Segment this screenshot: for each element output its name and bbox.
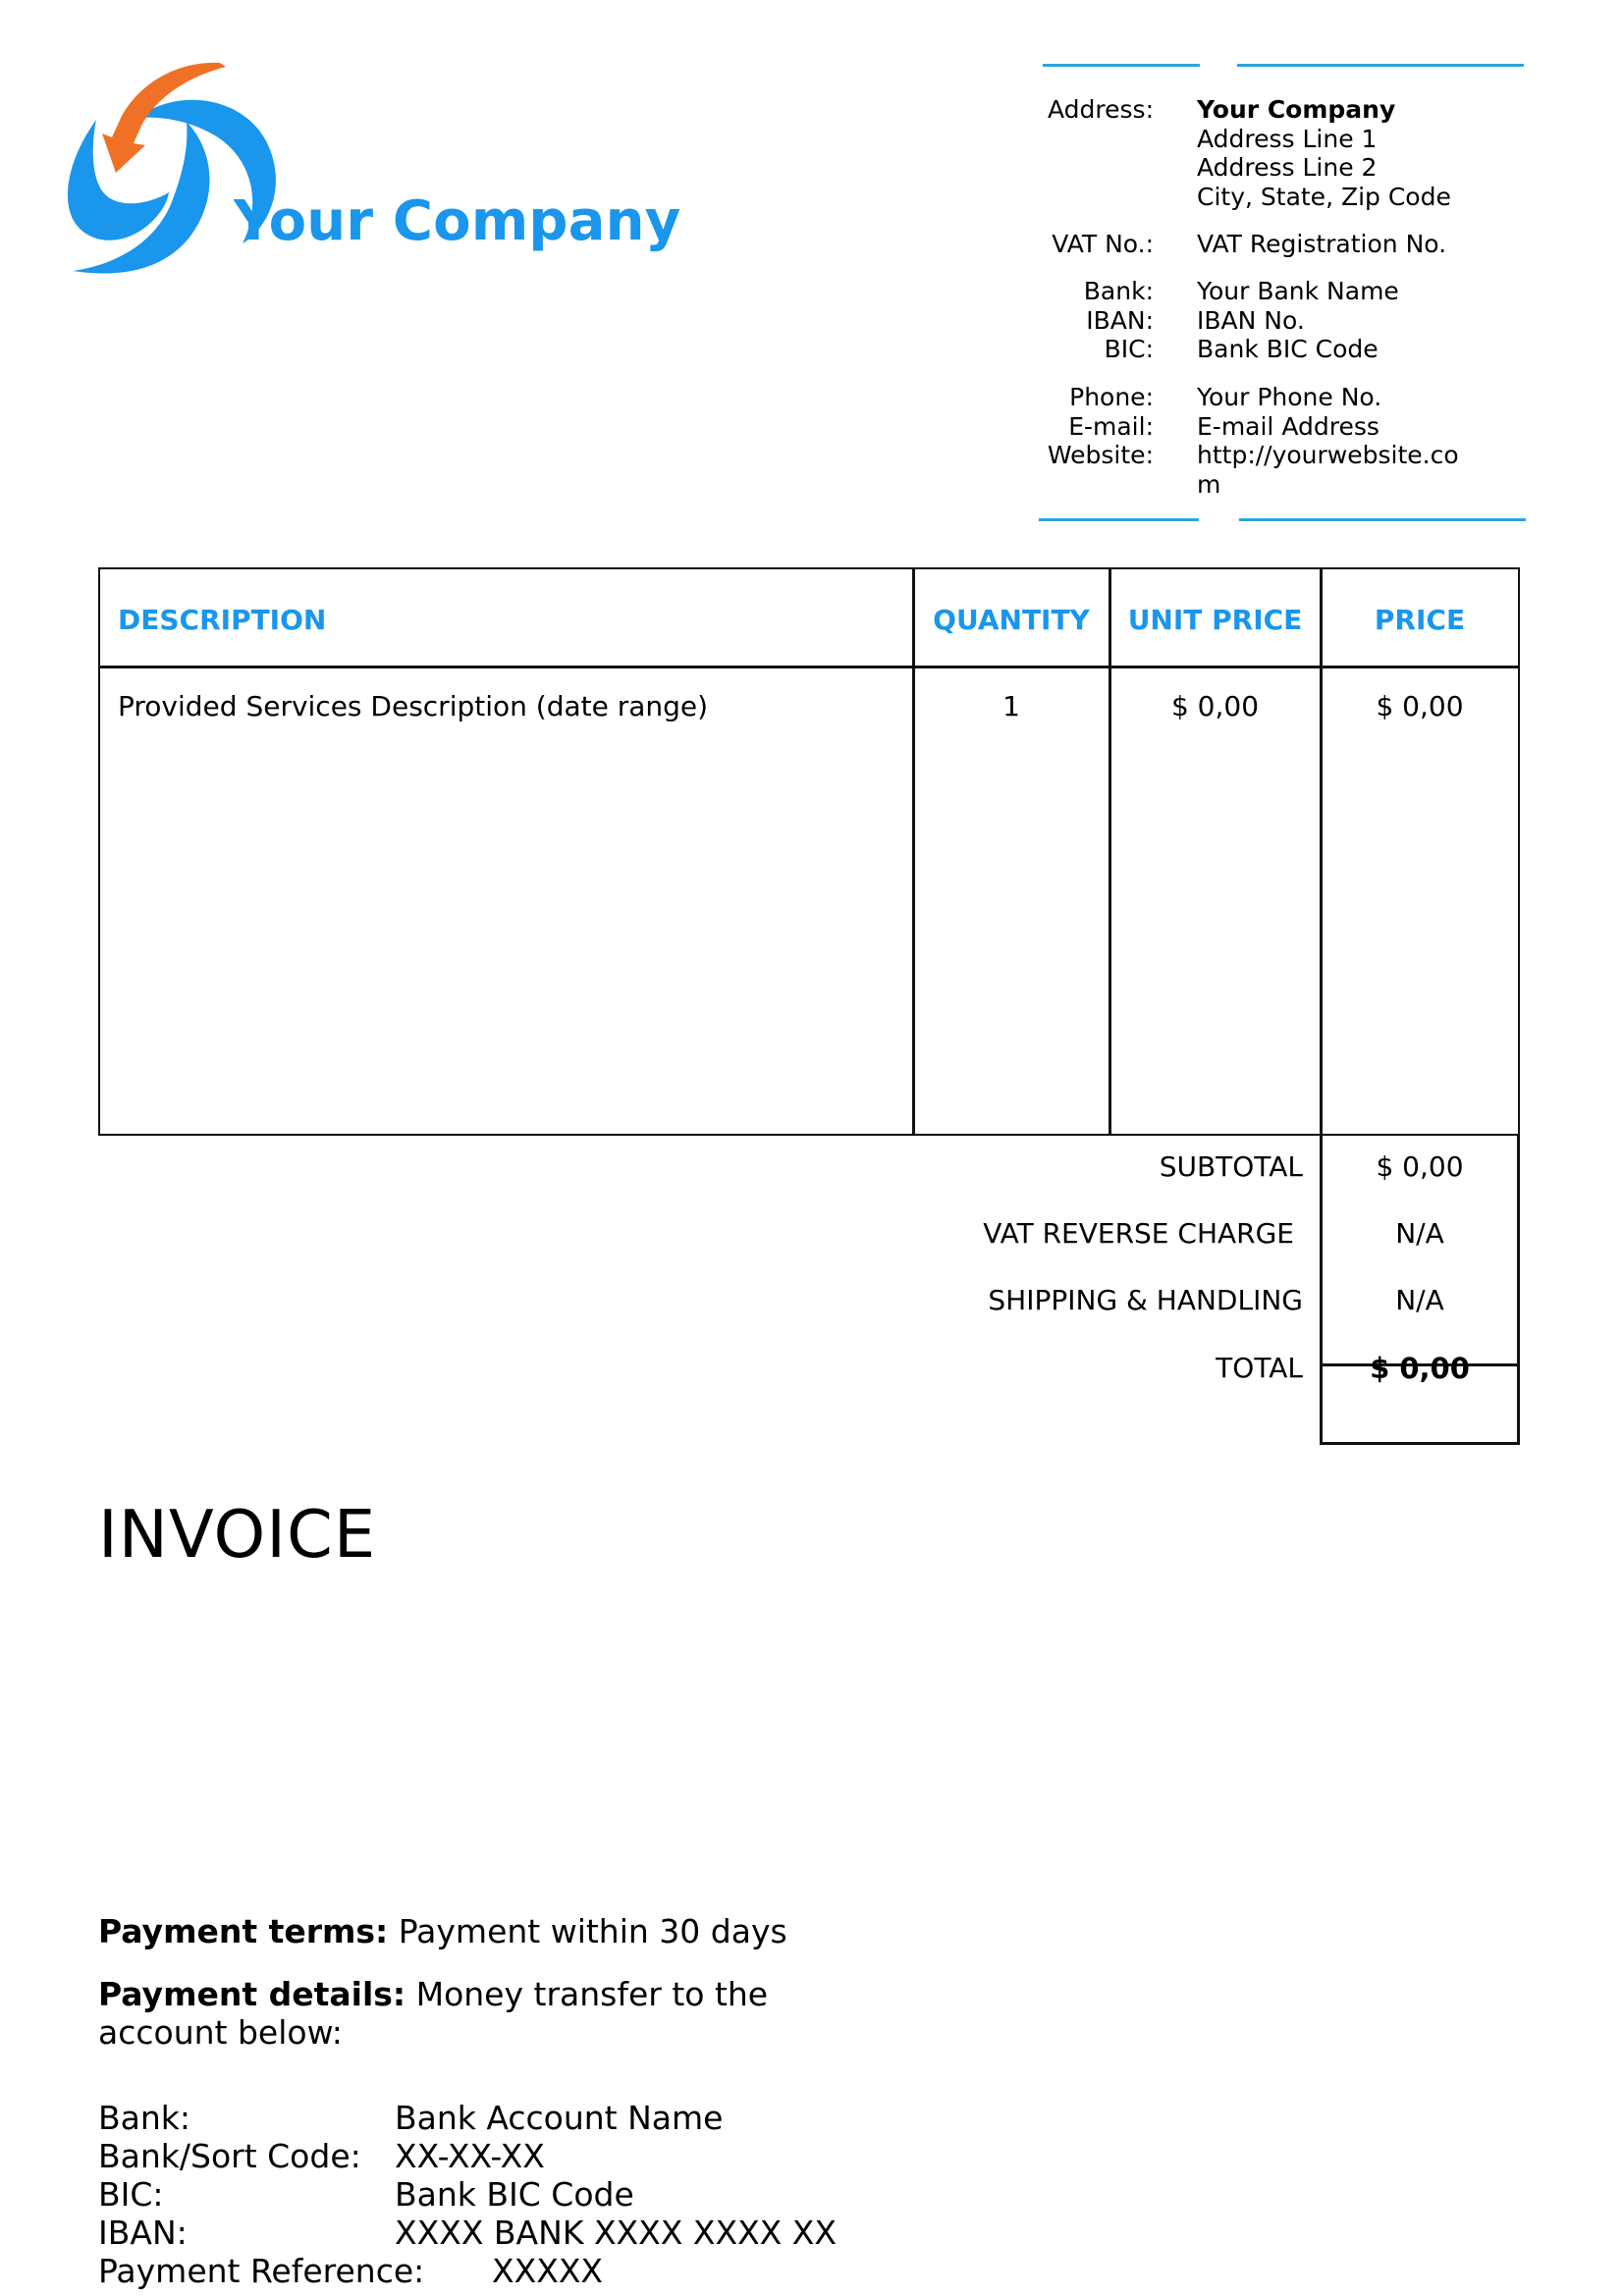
address-label: Address:	[1048, 95, 1154, 124]
address-city: City, State, Zip Code	[1197, 182, 1451, 211]
vat-reverse-charge-label: VAT REVERSE CHARGE	[983, 1217, 1294, 1250]
payment-iban-value: XXXX BANK XXXX XXXX XX	[395, 2214, 837, 2252]
payment-iban-label: IBAN:	[98, 2214, 188, 2252]
payment-details-value: Money transfer to the	[415, 1975, 769, 2013]
bank-section	[1021, 277, 1571, 364]
header-rule-left-top	[1043, 64, 1200, 67]
vat-section	[1021, 230, 1571, 259]
payment-terms	[98, 1912, 787, 1950]
payment-terms-value: Payment within 30 days	[398, 1912, 787, 1950]
payment-bank-label: Bank:	[98, 2099, 191, 2137]
website-value-wrap[interactable]: m	[1197, 469, 1221, 499]
header-rule-right-bottom	[1239, 518, 1526, 521]
payment-details-value-wrap: account below:	[98, 2013, 343, 2052]
payment-reference-label: Payment Reference:	[98, 2252, 425, 2290]
email-value: E-mail Address	[1197, 411, 1380, 441]
payment-bank-value: Bank Account Name	[395, 2099, 724, 2137]
website-label: Website:	[1047, 441, 1154, 469]
address-line-1: Address Line 1	[1197, 124, 1378, 153]
total-label: TOTAL	[1216, 1352, 1303, 1384]
payment-details-label: Payment details:	[98, 1975, 406, 2013]
company-logo-text: Your Company	[234, 189, 681, 253]
subtotal-value: $ 0,00	[1376, 1150, 1464, 1183]
column-divider-price	[1320, 567, 1323, 1136]
column-header-price: PRICE	[1374, 604, 1466, 636]
column-header-unit-price: UNIT PRICE	[1127, 604, 1303, 636]
document-title: INVOICE	[98, 1496, 377, 1573]
shipping-handling-label: SHIPPING & HANDLING	[988, 1284, 1303, 1316]
payment-reference-value: XXXXX	[492, 2252, 604, 2290]
column-divider-unit-price	[1109, 567, 1111, 1136]
iban-value: IBAN No.	[1197, 305, 1305, 335]
payment-terms-label: Payment terms:	[98, 1912, 389, 1950]
subtotal-label: SUBTOTAL	[1159, 1150, 1303, 1183]
vat-reverse-charge-value: N/A	[1395, 1217, 1444, 1250]
payment-sort-code-label: Bank/Sort Code:	[98, 2137, 361, 2175]
row-description: Provided Services Description (date range)	[118, 690, 709, 722]
bic-value: Bank BIC Code	[1197, 335, 1379, 363]
address-section	[1021, 95, 1571, 211]
row-quantity: 1	[1002, 690, 1020, 722]
payment-sort-code-value: XX-XX-XX	[395, 2137, 545, 2175]
payment-details	[98, 1975, 768, 2052]
column-header-description: DESCRIPTION	[118, 604, 327, 636]
row-price: $ 0,00	[1376, 690, 1464, 722]
payment-bic-label: BIC:	[98, 2175, 164, 2214]
website-value[interactable]: http://yourwebsite.co	[1197, 441, 1459, 469]
iban-label: IBAN:	[1086, 305, 1154, 335]
email-label: E-mail:	[1068, 411, 1154, 441]
header-separator	[98, 666, 1520, 668]
address-company: Your Company	[1197, 95, 1396, 124]
shipping-handling-value: N/A	[1395, 1284, 1444, 1316]
bank-label: Bank:	[1083, 277, 1154, 305]
total-value: $ 0,00	[1370, 1352, 1470, 1385]
column-divider-quantity	[912, 567, 915, 1136]
header-rule-left-bottom	[1039, 518, 1199, 521]
contact-section	[1021, 383, 1571, 499]
column-header-quantity: QUANTITY	[933, 604, 1090, 636]
phone-value: Your Phone No.	[1197, 383, 1382, 411]
vat-label: VAT No.:	[1052, 230, 1154, 258]
vat-value: VAT Registration No.	[1197, 230, 1447, 258]
bank-value: Your Bank Name	[1197, 277, 1399, 305]
phone-label: Phone:	[1069, 383, 1154, 411]
address-line-2: Address Line 2	[1197, 153, 1378, 182]
items-table-frame	[98, 567, 1520, 1136]
header-rule-right-top	[1237, 64, 1524, 67]
bic-label: BIC:	[1104, 335, 1154, 363]
payment-bic-value: Bank BIC Code	[395, 2175, 634, 2214]
totals-border-bottom	[1320, 1442, 1520, 1445]
row-unit-price: $ 0,00	[1170, 690, 1260, 722]
